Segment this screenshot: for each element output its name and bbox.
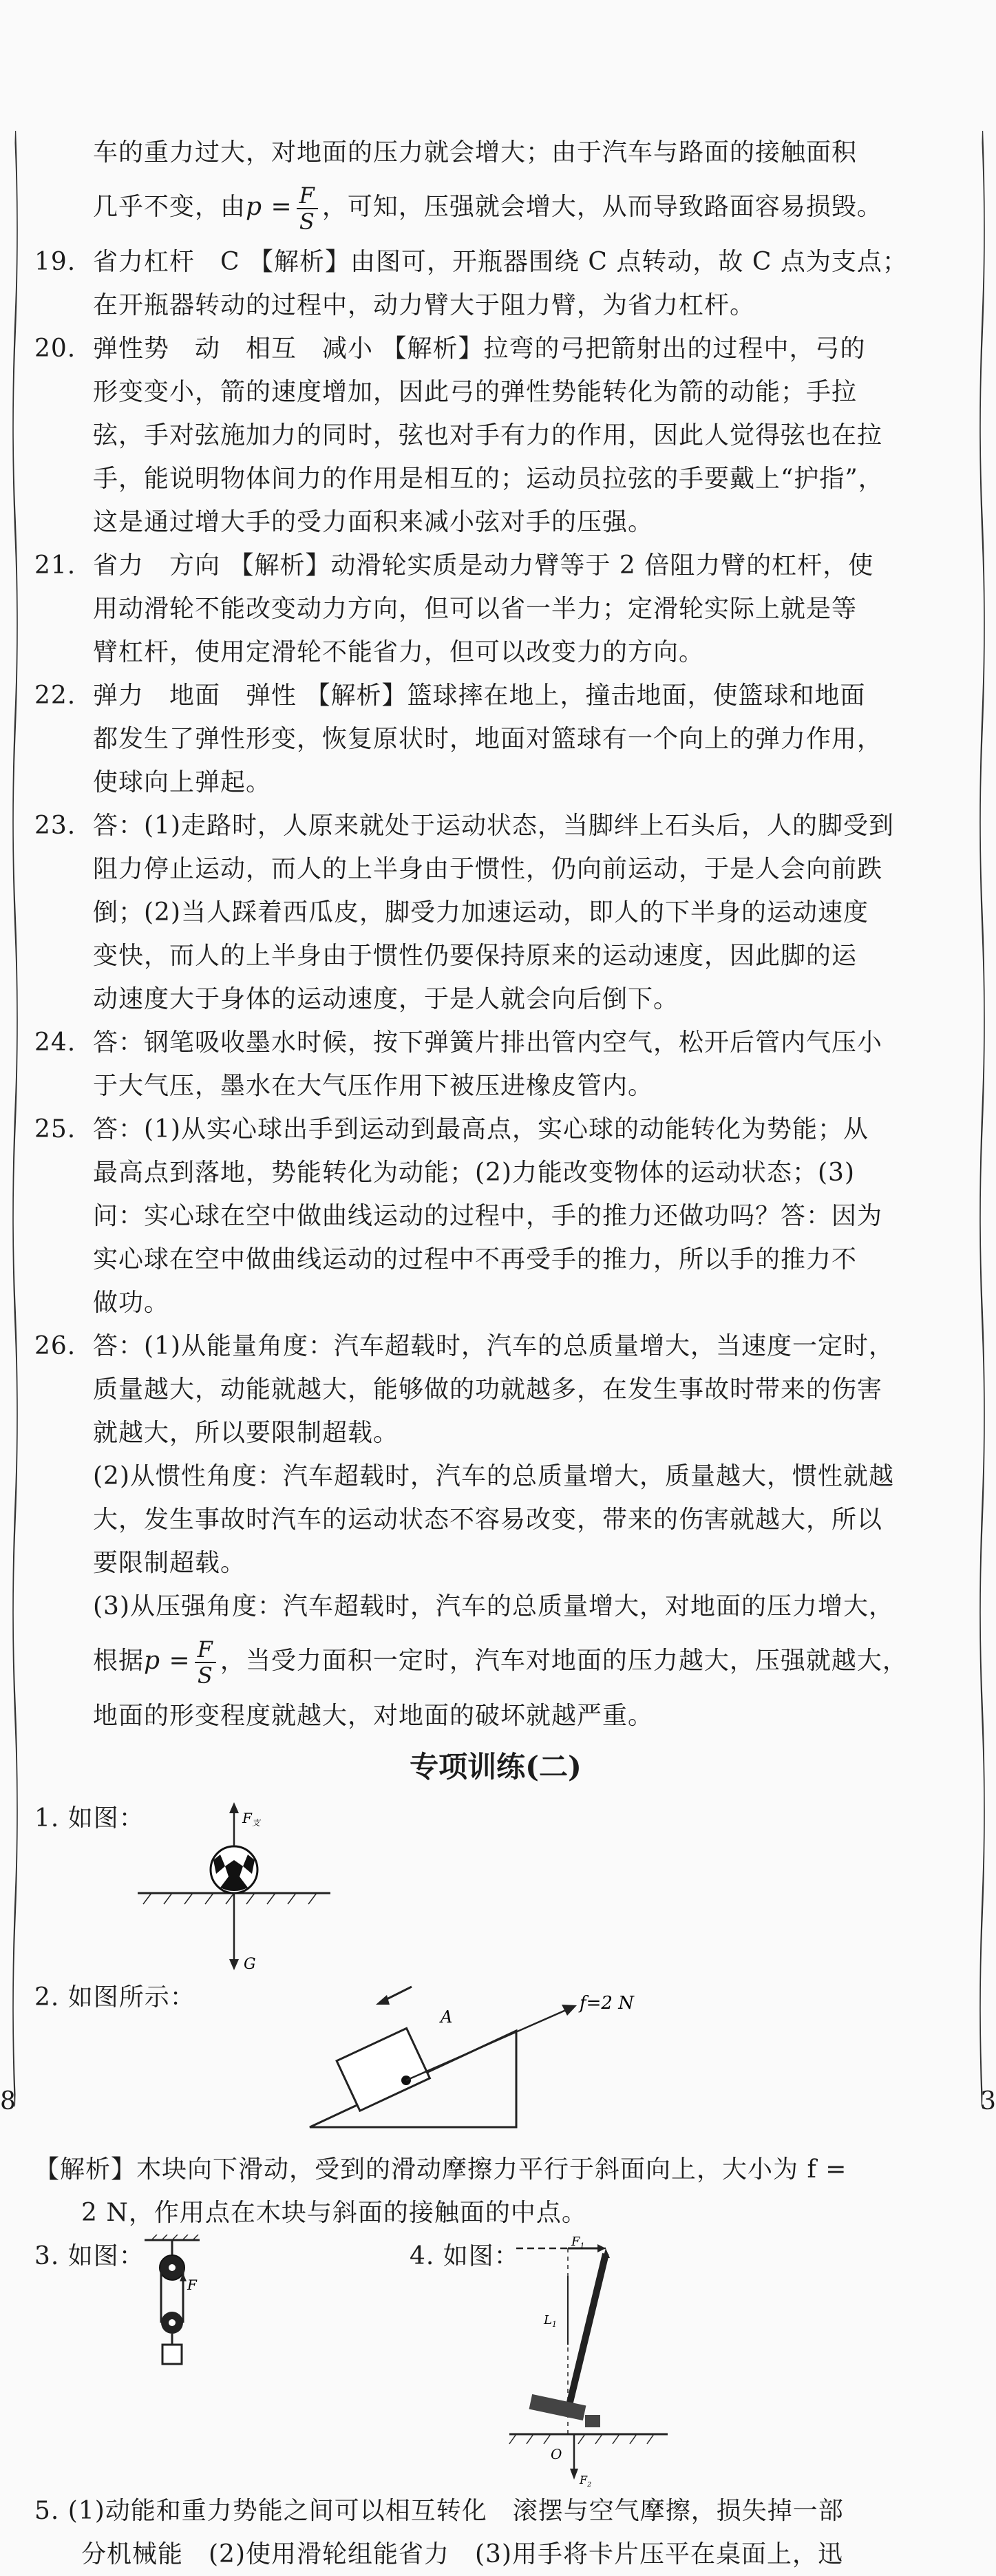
question-number: 20.: [34, 335, 76, 363]
text-line: 做功。: [93, 1289, 170, 1317]
text-line: 质量越大，动能就越大，能够做的功就越多，在发生事故时带来的伤害: [93, 1375, 883, 1404]
answer-22: [34, 674, 957, 804]
answer-19: [34, 240, 957, 327]
formula-fraction: [195, 1637, 216, 1688]
text-line: 倒；(2)当人踩着西瓜皮，脚受力加速运动，即人的下半身的运动速度: [93, 898, 869, 927]
question-number: 26.: [34, 1332, 76, 1360]
text-line: 问：实心球在空中做曲线运动的过程中，手的推力还做功吗？答：因为: [93, 1202, 883, 1230]
intro-block: [34, 131, 957, 240]
text-line: 车的重力过大，对地面的压力就会增大；由于汽车与路面的接触面积: [93, 138, 858, 167]
question-number: 23.: [34, 812, 76, 840]
text-line: 使球向上弹起。: [93, 768, 272, 796]
text-line: 2 N，作用点在木块与斜面的接触面的中点。: [81, 2199, 587, 2227]
text-line: 用动滑轮不能改变动力方向，但可以省一半力；定滑轮实际上就是等: [93, 595, 858, 623]
answer-21: [34, 544, 957, 674]
question-number: 25.: [34, 1115, 76, 1143]
text-line: 阻力停止运动，而人的上半身由于惯性，仍向前运动，于是人会向前跌: [93, 855, 883, 883]
text-fragment: ，可知，压强就会增大，从而导致路面容易损毁。: [321, 193, 882, 221]
text-line: 要限制超载。: [93, 1549, 246, 1577]
text-fragment: 几乎不变，由: [93, 193, 246, 221]
formula-numerator: F: [195, 1637, 216, 1663]
friction-label: f=2 N: [580, 1993, 634, 2014]
text-line: 于大气压，墨水在大气压作用下被压进橡皮管内。: [93, 1072, 654, 1100]
text-line: 都发生了弹性形变，恢复原状时，地面对篮球有一个向上的弹力作用，: [93, 725, 883, 753]
exercise-label: 4. 如图：: [410, 2242, 520, 2270]
pivot-o-label: O: [551, 2446, 562, 2462]
football-force-diagram: [131, 1797, 351, 1976]
text-line: 大，发生事故时汽车的运动状态不容易改变，带来的伤害就越大，所以: [93, 1506, 883, 1534]
formula-lhs: p =: [246, 193, 293, 221]
exercise-3-4: [34, 2235, 957, 2489]
question-number: 24.: [34, 1028, 76, 1057]
text-line: 实心球在空中做曲线运动的过程中不再受手的推力，所以手的推力不: [93, 1245, 858, 1274]
answer-23: [34, 804, 957, 1021]
answer-20: [34, 327, 957, 544]
text-line: 省力 方向 【解析】动滑轮实质是动力臂等于 2 倍阻力臂的杠杆，使: [93, 551, 874, 580]
support-force-label: $F_支$: [242, 1810, 260, 1828]
text-line: 手，能说明物体间力的作用是相互的；运动员拉弦的手要戴上“护指”，: [93, 465, 884, 493]
exercise-label: 2. 如图所示：: [34, 1983, 195, 2012]
text-line: 省力杠杆 C 【解析】由图可，开瓶器围绕 C 点转动，故 C 点为支点；: [93, 248, 908, 276]
section-title: 专项训练(二): [410, 1750, 582, 1784]
text-line: 臂杠杆，使用定滑轮不能省力，但可以改变力的方向。: [93, 638, 705, 666]
text-line: (2)从惯性角度：汽车超载时，汽车的总质量增大，质量越大，惯性就越: [93, 1462, 894, 1490]
exercise-label: 3. 如图：: [34, 2242, 145, 2270]
answer-24: [34, 1021, 957, 1108]
text-line: 答：(1)走路时，人原来就处于运动状态，当脚绊上石头后，人的脚受到: [93, 812, 894, 840]
left-binding-edge: [8, 131, 22, 2107]
formula-lhs: p =: [144, 1647, 191, 1675]
text-line: (3)从压强角度：汽车超载时，汽车的总质量增大，对地面的压力增大，: [93, 1592, 894, 1620]
page-number: 8: [0, 2087, 16, 2115]
text-line: 在开瓶器转动的过程中，动力臂大于阻力臂，为省力杠杆。: [93, 291, 756, 319]
lever-diagram: [502, 2235, 681, 2489]
exercise-1: [34, 1797, 957, 1976]
text-line: 答：钢笔吸收墨水时候，按下弹簧片排出管内空气，松开后管内气压小: [93, 1028, 883, 1057]
text-fragment: 根据: [93, 1647, 145, 1675]
text-line: 5. (1)动能和重力势能之间可以相互转化 滚摆与空气摩擦，损失掉一部: [34, 2497, 844, 2525]
force-f1-label: $F_1$: [571, 2235, 585, 2250]
question-number: 22.: [34, 682, 76, 710]
text-line: 弹力 地面 弹性 【解析】篮球摔在地上，撞击地面，使篮球和地面: [93, 682, 866, 710]
text-line-formula: [34, 1628, 957, 1694]
text-line: 变快，而人的上半身由于惯性仍要保持原来的运动速度，因此脚的运: [93, 942, 858, 970]
text-line: 就越大，所以要限制超载。: [93, 1419, 399, 1447]
formula-denominator: S: [197, 1662, 213, 1689]
point-a-label: A: [441, 2007, 453, 2027]
text-fragment: ，当受力面积一定时，汽车对地面的压力越大，压强就越大，: [220, 1647, 908, 1675]
text-line: 地面的形变程度就越大，对地面的破坏就越严重。: [93, 1702, 654, 1730]
text-line: 最高点到落地，势能转化为动能；(2)力能改变物体的运动状态；(3): [93, 1159, 855, 1187]
pulley-force-label: F: [187, 2277, 197, 2293]
question-number: 19.: [34, 248, 76, 276]
formula-fraction: [297, 183, 318, 234]
text-line: 形变变小，箭的速度增加，因此弓的弹性势能转化为箭的动能；手拉: [93, 378, 858, 406]
answer-26: [34, 1324, 957, 1738]
text-line: 弹性势 动 相互 减小 【解析】拉弯的弓把箭射出的过程中，弓的: [93, 335, 866, 363]
text-line: 分机械能 (2)使用滑轮组能省力 (3)用手将卡片压平在桌面上，迅: [81, 2540, 843, 2568]
exercise-2: [34, 1976, 957, 2148]
answer-content: [34, 131, 957, 2576]
page-number-right: 3: [980, 2087, 996, 2115]
right-binding-edge: [975, 131, 989, 2107]
gravity-label: G: [244, 1956, 256, 1973]
formula-denominator: S: [299, 209, 315, 235]
football-icon: [211, 1846, 257, 1893]
text-line: 弦，手对弦施加力的同时，弦也对手有力的作用，因此人觉得弦也在拉: [93, 421, 883, 450]
answer-25: [34, 1108, 957, 1324]
text-line: 答：(1)从实心球出手到运动到最高点，实心球的动能转化为势能；从: [93, 1115, 869, 1143]
text-line-formula: [34, 174, 957, 240]
arm-l1-label: $L_1$: [544, 2313, 557, 2329]
formula-numerator: F: [297, 183, 318, 209]
text-line: 动速度大于身体的运动速度，于是人就会向后倒下。: [93, 985, 679, 1013]
text-line: 这是通过增大手的受力面积来减小弦对手的压强。: [93, 508, 654, 536]
exercise-label: 1. 如图：: [34, 1804, 145, 1833]
exercise-2-analysis: [34, 2148, 957, 2235]
pulley-diagram: [124, 2235, 234, 2372]
incline-block-diagram: [296, 1969, 654, 2141]
force-f2-label: $F_2$: [580, 2473, 592, 2489]
exercise-5: [34, 2489, 957, 2576]
question-number: 21.: [34, 551, 76, 580]
text-line: 【解析】木块向下滑动，受到的滑动摩擦力平行于斜面向上，大小为 f =: [34, 2155, 847, 2184]
text-line: 答：(1)从能量角度：汽车超载时，汽车的总质量增大，当速度一定时，: [93, 1332, 894, 1360]
